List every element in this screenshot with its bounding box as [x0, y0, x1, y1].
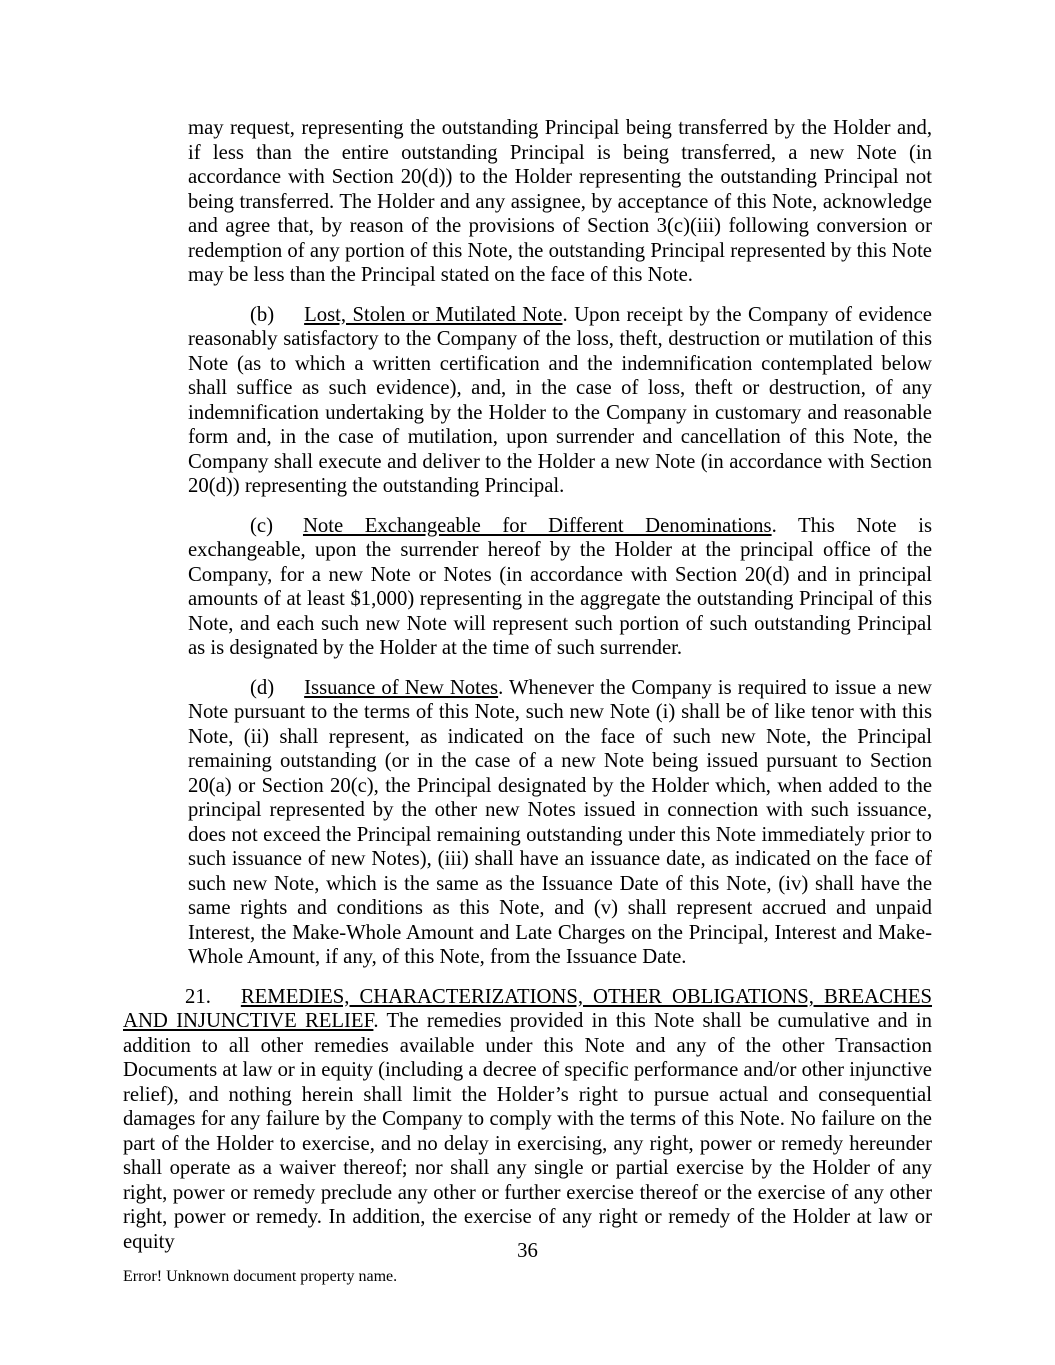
clause-c-paragraph [188, 514, 932, 661]
clause-d-body: . Whenever the Company is required to issue a new Note pursuant to the terms of this Note, such new Note (i) shall be of like tenor with this Note, (ii) shall represent, as indicated on the face of such new Note, the Principal remaining outstanding (or in the case of a new Note being issued pursuant to Section 20(a) or Section 20(c), the Principal designated by the Holder which, when added to the principal represented by the other new Notes issued in connection with such issuance, does not exceed the Principal remaining outstanding under this Note immediately prior to such issuance of new Notes), (iii) shall have an issuance date, as indicated on the face of such new Note, which is the same as the Issuance Date of this Note, (iv) shall have the same rights and conditions as this Note, and (v) shall represent accrued and unpaid Interest, the Make-Whole Amount and Late Charges on the Principal, Interest and Make-Whole Amount, if any, of this Note, from the Issuance Date. [188, 676, 932, 968]
clause-d-label: (d) [250, 676, 275, 699]
page-number: 36 [517, 1240, 538, 1262]
clause-d-heading: Issuance of New Notes [304, 676, 499, 699]
section-21-heading: REMEDIES, CHARACTERIZATIONS, OTHER OBLIGATIONS, BREACHES AND INJUNCTIVE RELIEF [123, 985, 932, 1032]
clause-b-paragraph [188, 303, 932, 499]
section-21-number: 21. [185, 985, 211, 1008]
paragraph-text: may request, representing the outstanding Principal being transferred by the Holder and, if less than the entire outstanding Principal is being transferred, a new Note (in accordance with Section 20(d)) to the Holder representing the outstanding Principal not being transferred. The Holder and any assignee, by acceptance of this Note, acknowledge and agree that, by reason of the provisions of Section 3(c)(iii) following conversion or redemption of any portion of this Note, the outstanding Principal represented by this Note may be less than the Principal stated on the face of this Note. [188, 117, 932, 286]
clause-b-heading: Lost, Stolen or Mutilated Note [304, 303, 563, 326]
clause-c-label: (c) [250, 514, 273, 537]
paragraph-continuation [188, 116, 932, 288]
clause-d-paragraph [188, 676, 932, 970]
footer-error-text: Error! Unknown document property name. [123, 1268, 398, 1285]
clause-b-body: . Upon receipt by the Company of evidence reasonably satisfactory to the Company of the loss, theft, destruction or mutilation of this Note (as to which a written certification and the indemnification contemplated below shall suffice as such evidence), and, in the case of loss, theft or destruction, of any indemnification undertaking by the Holder to the Company in customary and reasonable form and, in the case of mutilation, upon surrender and cancellation of this Note, the Company shall execute and deliver to the Holder a new Note (in accordance with Section 20(d)) representing the outstanding Principal. [188, 303, 932, 497]
clause-b-label: (b) [250, 303, 275, 326]
section-21-body: . The remedies provided in this Note shall be cumulative and in addition to all other remedies available under this Note and any of the other Transaction Documents at law or in equity (including a decree of specific performance and/or other injunctive relief), and nothing herein shall limit the Holder’s right to pursue actual and consequential damages for any failure by the Company to comply with the terms of this Note. No failure on the part of the Holder to exercise, and no delay in exercising, any right, power or remedy hereunder shall operate as a waiver thereof; nor shall any single or partial exercise by the Holder of any right, power or remedy preclude any other or further exercise thereof or the exercise of any other right, power or remedy. In addition, the exercise of any right or remedy of the Holder at law or equity [123, 1010, 932, 1253]
section-21-paragraph [123, 985, 932, 1255]
clause-c-heading: Note Exchangeable for Different Denominations [302, 514, 772, 537]
clause-c-body: . This Note is exchangeable, upon the surrender hereof by the Holder at the principal office of the Company, for a new Note or Notes (in accordance with Section 20(d) and in principal amounts of at least $1,000) representing in the aggregate the outstanding Principal of this Note, and each such new Note will represent such portion of such outstanding Principal as is designated by the Holder at the time of such surrender. [188, 514, 932, 659]
